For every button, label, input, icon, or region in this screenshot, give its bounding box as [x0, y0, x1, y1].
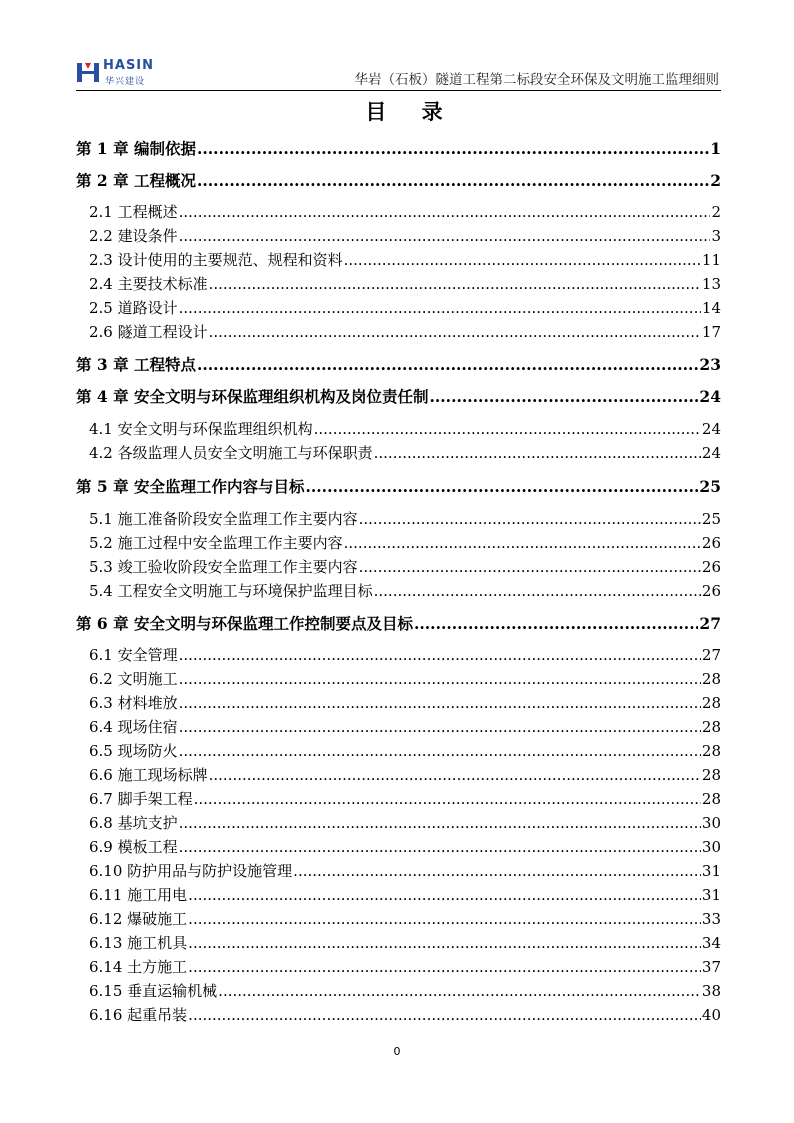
company-logo	[76, 58, 176, 88]
toc-leader-dots	[179, 646, 701, 664]
toc-entry-page: 28	[701, 742, 721, 760]
toc-entry-page: 2	[711, 203, 721, 221]
toc-leader-dots	[179, 203, 711, 221]
toc-section-entry[interactable]	[76, 788, 721, 809]
toc-entry-label: 2.1 工程概述	[89, 203, 178, 221]
toc-entry-page: 28	[701, 718, 721, 736]
toc-leader-dots	[188, 958, 701, 976]
toc-entry-page: 14	[701, 299, 721, 317]
toc-entry-label: 2.2 建设条件	[89, 227, 178, 245]
toc-section-entry[interactable]	[76, 980, 721, 1001]
toc-chapter-entry[interactable]	[76, 475, 721, 497]
toc-leader-dots	[314, 420, 701, 438]
toc-entry-page: 17	[701, 323, 721, 341]
toc-entry-label: 5.4 工程安全文明施工与环境保护监理目标	[89, 582, 373, 600]
toc-leader-dots	[359, 510, 701, 528]
toc-leader-dots	[179, 838, 701, 856]
toc-entry-page: 2	[710, 171, 721, 190]
toc-section-entry[interactable]	[76, 716, 721, 737]
toc-entry-label: 5.1 施工准备阶段安全监理工作主要内容	[89, 510, 358, 528]
toc-leader-dots	[179, 814, 701, 832]
toc-entry-page: 30	[701, 814, 721, 832]
toc-entry-label: 6.9 模板工程	[89, 838, 178, 856]
toc-chapter-entry[interactable]	[76, 385, 721, 407]
toc-section-entry[interactable]	[76, 956, 721, 977]
toc-entry-page: 26	[701, 558, 721, 576]
toc-entry-page: 34	[701, 934, 721, 952]
toc-entry-label: 6.4 现场住宿	[89, 718, 178, 736]
toc-section-entry[interactable]	[76, 532, 721, 553]
toc-leader-dots	[179, 299, 701, 317]
toc-entry-label: 6.5 现场防火	[89, 742, 178, 760]
toc-entry-page: 26	[701, 534, 721, 552]
toc-leader-dots	[197, 171, 709, 190]
toc-leader-dots	[188, 1006, 701, 1024]
logo-text: HASIN	[103, 58, 155, 73]
toc-entry-page: 31	[701, 862, 721, 880]
hasin-logo-icon	[76, 60, 100, 84]
toc-entry-label: 第 3 章 工程特点	[76, 355, 196, 374]
document-title: 华岩（石板）隧道工程第二标段安全环保及文明施工监理细则	[354, 72, 719, 88]
toc-leader-dots	[344, 251, 701, 269]
toc-section-entry[interactable]	[76, 442, 721, 463]
toc-leader-dots	[197, 139, 709, 158]
toc-entry-label: 4.1 安全文明与环保监理组织机构	[89, 420, 313, 438]
page-number: 0	[393, 1045, 401, 1058]
toc-entry-label: 5.2 施工过程中安全监理工作主要内容	[89, 534, 343, 552]
toc-section-entry[interactable]	[76, 508, 721, 529]
logo-subtext: 华兴建设	[105, 77, 146, 87]
toc-entry-label: 6.2 文明施工	[89, 670, 178, 688]
toc-heading: 目 录	[365, 99, 457, 124]
toc-leader-dots	[179, 742, 701, 760]
toc-entry-label: 5.3 竣工验收阶段安全监理工作主要内容	[89, 558, 358, 576]
toc-entry-page: 40	[701, 1006, 721, 1024]
toc-section-entry[interactable]	[76, 836, 721, 857]
toc-section-entry[interactable]	[76, 668, 721, 689]
toc-entry-page: 23	[699, 355, 721, 374]
toc-leader-dots	[218, 982, 701, 1000]
toc-entry-label: 第 1 章 编制依据	[76, 139, 196, 158]
toc-entry-label: 2.4 主要技术标准	[89, 275, 208, 293]
toc-section-entry[interactable]	[76, 580, 721, 601]
toc-entry-label: 第 4 章 安全文明与环保监理组织机构及岗位责任制	[76, 387, 429, 406]
toc-entry-label: 第 5 章 安全监理工作内容与目标	[76, 477, 305, 496]
toc-leader-dots	[188, 910, 701, 928]
toc-entry-page: 3	[711, 227, 721, 245]
toc-leader-dots	[344, 534, 701, 552]
toc-leader-dots	[414, 614, 698, 633]
toc-leader-dots	[179, 227, 711, 245]
toc-section-entry[interactable]	[76, 764, 721, 785]
toc-chapter-entry[interactable]	[76, 612, 721, 634]
toc-leader-dots	[374, 444, 701, 462]
toc-leader-dots	[374, 582, 701, 600]
toc-leader-dots	[188, 934, 701, 952]
toc-entry-label: 6.13 施工机具	[89, 934, 188, 952]
toc-entry-page: 11	[701, 251, 721, 269]
toc-entry-page: 25	[699, 477, 721, 496]
toc-entry-page: 28	[701, 670, 721, 688]
toc-leader-dots	[197, 355, 698, 374]
toc-entry-label: 第 6 章 安全文明与环保监理工作控制要点及目标	[76, 614, 413, 633]
toc-entry-page: 24	[699, 387, 721, 406]
toc-entry-page: 24	[701, 444, 721, 462]
toc-entry-label: 2.3 设计使用的主要规范、规程和资料	[89, 251, 343, 269]
toc-entry-label: 6.8 基坑支护	[89, 814, 178, 832]
toc-section-entry[interactable]	[76, 1004, 721, 1025]
toc-leader-dots	[179, 718, 701, 736]
toc-entry-page: 28	[701, 766, 721, 784]
toc-entry-page: 30	[701, 838, 721, 856]
toc-section-entry[interactable]	[76, 932, 721, 953]
toc-leader-dots	[359, 558, 701, 576]
toc-section-entry[interactable]	[76, 860, 721, 881]
toc-entry-page: 28	[701, 790, 721, 808]
toc-chapter-entry[interactable]	[76, 169, 721, 191]
toc-entry-page: 26	[701, 582, 721, 600]
toc-chapter-entry[interactable]	[76, 137, 721, 159]
toc-section-entry[interactable]	[76, 908, 721, 929]
page-header	[76, 56, 721, 91]
toc-leader-dots	[429, 387, 698, 406]
toc-section-entry[interactable]	[76, 273, 721, 294]
toc-entry-label: 6.12 爆破施工	[89, 910, 188, 928]
toc-section-entry[interactable]	[76, 321, 721, 342]
toc-section-entry[interactable]	[76, 225, 721, 246]
toc-entry-label: 2.5 道路设计	[89, 299, 178, 317]
toc-entry-label: 6.3 材料堆放	[89, 694, 178, 712]
toc-entry-page: 37	[701, 958, 721, 976]
toc-entry-page: 31	[701, 886, 721, 904]
toc-entry-page: 27	[699, 614, 721, 633]
toc-entry-label: 第 2 章 工程概况	[76, 171, 196, 190]
toc-section-entry[interactable]	[76, 297, 721, 318]
toc-chapter-entry[interactable]	[76, 353, 721, 375]
toc-entry-page: 24	[701, 420, 721, 438]
toc-entry-label: 6.16 起重吊装	[89, 1006, 188, 1024]
toc-leader-dots	[209, 766, 701, 784]
toc-section-entry[interactable]	[76, 201, 721, 222]
toc-section-entry[interactable]	[76, 556, 721, 577]
toc-entry-page: 33	[701, 910, 721, 928]
toc-leader-dots	[194, 790, 701, 808]
toc-entry-page: 13	[701, 275, 721, 293]
toc-entry-label: 6.11 施工用电	[89, 886, 188, 904]
toc-leader-dots	[209, 275, 701, 293]
toc-section-entry[interactable]	[76, 740, 721, 761]
toc-section-entry[interactable]	[76, 812, 721, 833]
toc-section-entry[interactable]	[76, 249, 721, 270]
toc-entry-page: 25	[701, 510, 721, 528]
toc-section-entry[interactable]	[76, 884, 721, 905]
toc-entry-label: 4.2 各级监理人员安全文明施工与环保职责	[89, 444, 373, 462]
toc-entry-page: 1	[710, 139, 721, 158]
toc-entry-label: 6.6 施工现场标牌	[89, 766, 208, 784]
toc-leader-dots	[209, 323, 701, 341]
toc-entry-label: 2.6 隧道工程设计	[89, 323, 208, 341]
toc-entry-label: 6.1 安全管理	[89, 646, 178, 664]
toc-leader-dots	[179, 694, 701, 712]
toc-entry-label: 6.7 脚手架工程	[89, 790, 193, 808]
toc-entry-page: 38	[701, 982, 721, 1000]
toc-entry-label: 6.14 土方施工	[89, 958, 188, 976]
toc-entry-page: 27	[701, 646, 721, 664]
toc-section-entry[interactable]	[76, 644, 721, 665]
toc-leader-dots	[179, 670, 701, 688]
toc-section-entry[interactable]	[76, 418, 721, 439]
toc-leader-dots	[305, 477, 698, 496]
toc-entry-label: 6.10 防护用品与防护设施管理	[89, 862, 293, 880]
toc-leader-dots	[293, 862, 701, 880]
toc-section-entry[interactable]	[76, 692, 721, 713]
toc-entry-label: 6.15 垂直运输机械	[89, 982, 218, 1000]
toc-leader-dots	[188, 886, 701, 904]
toc-entry-page: 28	[701, 694, 721, 712]
